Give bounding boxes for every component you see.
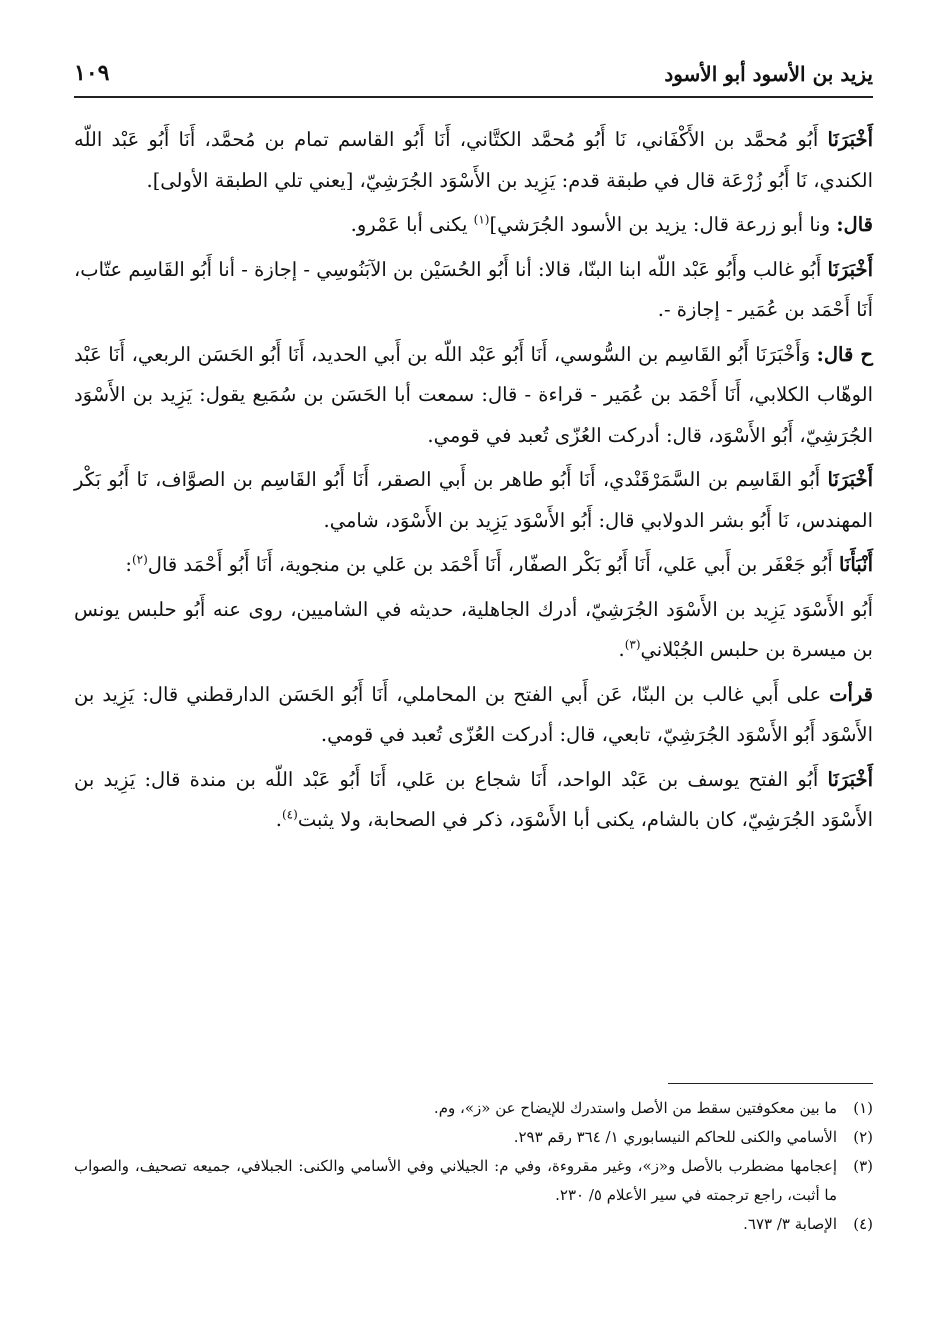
paragraph-text: أَبُو القَاسِم بن السَّمَرْقَنْدي، أَنَا أَبُو طاهر بن أَبي الصقر، أَنَا أَبُو القَاسِم بن الصوَّاف، نَا أَبُو بَكْر المهندس، نَا أَبُو بشر الدولابي قال: أَبُو الأَسْوَد يَزِيد بن الأَسْوَد، شامي. [74,468,873,532]
footnote-number: (١) [853,1099,873,1117]
footnote [74,1094,873,1123]
keyword: أَخْبَرَنَا [827,128,873,151]
paragraph [74,460,873,541]
footnote-ref: (٣) [624,637,641,652]
paragraph-text-continued: : [125,553,132,576]
paragraph-text: ونا أبو زرعة قال: يزيد بن الأسود الجُرَشي] [489,213,837,236]
footnote-number: (٣) [853,1157,873,1175]
keyword: أَخْبَرَنَا [827,257,873,281]
paragraph [74,760,873,841]
paragraph [74,205,873,246]
page-number: ١٠٩ [74,60,110,86]
footnote-text: الأسامي والكنى للحاكم النيسابوري ١/ ٣٦٤ رقم ٢٩٣. [513,1128,837,1146]
footnote [74,1123,873,1152]
footnote-text: الإصابة ٣/ ٦٧٣. [743,1215,837,1233]
main-text [74,120,873,845]
running-title: يزيد بن الأسود أبو الأسود [664,62,873,86]
paragraph-text: على أَبي غالب بن البنّا، عَن أَبي الفتح بن المحاملي، أَنَا أَبُو الحَسَن الدارقطني قال: يَزِيد بن الأَسْوَد أَبُو الأَسْوَد الجُرَشِيّ، تابعي، قال: أدركت العُزّى تُعبد في قومي. [74,682,873,746]
page-header [74,58,873,94]
footnote-ref: (١) [473,212,490,227]
footnote-text: ما بين معكوفتين سقط من الأصل واستدرك للإيضاح عن «ز»، وم. [433,1099,837,1117]
paragraph [74,335,873,457]
footnote-rule [668,1083,873,1084]
paragraph-text: أَبُو مُحمَّد بن الأَكْفَاني، نَا أَبُو مُحمَّد الكتَّاني، أَنَا أَبُو القاسم تمام بن مُحمَّد، أَنَا أَبُو عَبْد اللّه الكندي، نَا أَبُو زُرْعَة قال في طبقة قدم: يَزِيد بن الأَسْوَد الجُرَشِيّ، [يعني تلي الطبقة الأولى]. [74,128,873,192]
footnote-ref: (٤) [281,807,298,822]
footnotes [74,1094,873,1239]
footnote-text: إعجامها مضطرب بالأصل و«ز»، وغير مقروءة، وفي م: الجيلاني وفي الأسامي والكنى: الجبلافي، جميعه تصحيف، والصواب ما أثبت، راجع ترجمته في سير الأعلام ٥/ ٢٣٠. [74,1157,837,1204]
keyword: أَنْبَأَنَا [838,553,873,576]
keyword: قرأت [829,682,873,706]
paragraph [74,250,873,331]
keyword: ح قال: [816,342,873,366]
keyword: أَخْبَرَنَا [827,767,873,791]
footnote-ref: (٢) [131,552,148,567]
paragraph-text: أَبُو الأَسْوَد يَزِيد بن الأَسْوَد الجُرَشِيّ، أدرك الجاهلية، حديثه في الشاميين، روى عنه أَبُو حلبس يونس بن ميسرة بن حلبس الجُبْلاني [74,597,873,661]
keyword: أَخْبَرَنَا [827,468,873,491]
footnote [74,1210,873,1239]
paragraph-text: أَبُو جَعْفَر بن أَبي عَلي، أَنَا أَبُو بَكْر الصفّار، أَنَا أَحْمَد بن عَلي بن منجوية، أَنَا أَبُو أَحْمَد قال [147,553,839,576]
paragraph-text: أَبُو غالب وأَبُو عَبْد اللّه ابنا البنّا، قالا: أنا أَبُو الحُسَيْن بن الآبَنُوسِي - إجازة - أنا أَبُو القَاسِم عتّاب، أَنَا أَحْمَد بن عُمَير - إجازة -. [74,257,873,321]
paragraph [74,590,873,671]
footnote [74,1152,873,1210]
paragraph-text-continued: . [618,638,625,661]
paragraph-text: أَبُو الفتح يوسف بن عَبْد الواحد، أَنَا شجاع بن عَلي، أَنَا أَبُو عَبْد اللّه بن مندة قال: يَزِيد بن الأَسْوَد الجُرَشِيّ، كان بالشام، يكنى أبا الأَسْوَد، ذكر في الصحابة، ولا يثبت [74,767,873,831]
footnote-number: (٢) [853,1128,873,1146]
footnote-number: (٤) [853,1215,873,1233]
header-rule [74,96,873,98]
paragraph [74,675,873,756]
paragraph [74,545,873,586]
paragraph [74,120,873,201]
paragraph-text: وَأَخْبَرَنَا أَبُو القَاسِم بن السُّوسي، أَنَا أَبُو عَبْد اللّه بن أَبي الحديد، أَنَا أَبُو الحَسَن الربعي، أَنَا عَبْد الوهّاب الكلابي، أَنَا أَحْمَد بن عُمَير - قراءة - قال: سمعت أبا الحَسَن بن سُمَيع يقول: يَزِيد بن الأَسْوَد الجُرَشِيّ، أَبُو الأَسْوَد، قال: أدركت العُزّى تُعبد في قومي. [74,342,873,447]
paragraph-text-continued: يكنى أبا عَمْرو. [350,213,474,236]
paragraph-text-continued: . [275,808,282,831]
keyword: قال: [836,213,873,236]
